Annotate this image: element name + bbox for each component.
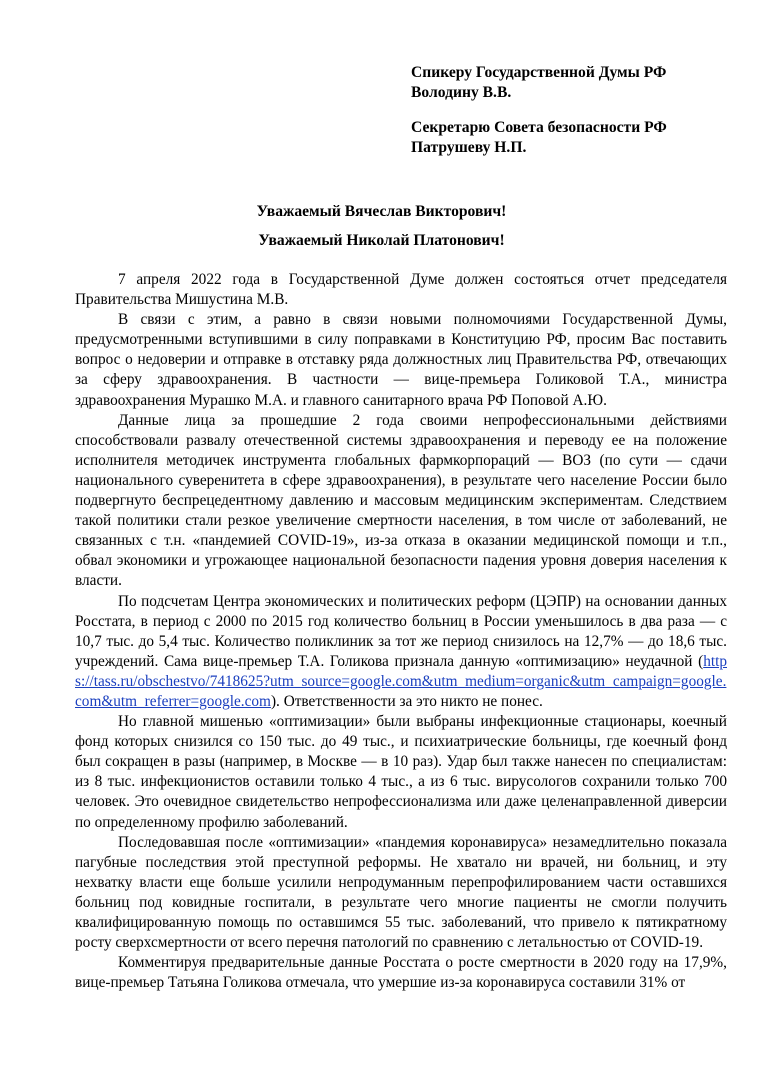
paragraph-1: 7 апреля 2022 года в Государственной Думе должен состояться отчет председателя Правительства Мишустина М.В.: [75, 271, 727, 309]
addressee-2-name: Патрушеву Н.П.: [411, 139, 527, 156]
paragraph-4-tail: ). Ответственности за это никто не понес.: [270, 692, 543, 710]
addressee-1-title: Спикеру Государственной Думы РФ: [411, 64, 667, 81]
paragraph-7: Комментируя предварительные данные Росстата о росте смертности в 2020 году на 17,9%, вице-премьер Татьяна Голикова отмечала, что умершие из-за коронавируса составили 31% от: [75, 954, 727, 992]
paragraph-5: Но главной мишенью «оптимизации» были выбраны инфекционные стационары, коечный фонд которых снизился со 150 тыс. до 49 тыс., и психиатрические больницы, где коечный фонд был сокращен в разы (например, в Москве — в 10 раз). Удар был также нанесен по специалистам: из 8 тыс. инфекционистов оставили только 4 тыс., а из 6 тыс. вирусологов сохранили только 700 человек. Это очевидное свидетельство непрофессионализма или даже целенаправленной диверсии по определенному профилю заболеваний.: [75, 713, 727, 831]
tass-link[interactable]: https://tass.ru/obschestvo/7418625?utm_source=google.com&utm_medium=organic&utm_campaign=google.com&utm_referrer=google.com: [75, 652, 727, 710]
greeting-2: Уважаемый Николай Платонович!: [258, 232, 505, 249]
paragraph-3: Данные лица за прошедшие 2 года своими непрофессиональными действиями способствовали развалу отечественной системы здравоохранения и переводу ее на положение исполнителя методичек инструмента глобальных фармкорпораций — ВОЗ (по сути — сдачи национального суверенитета в сфере здравоохранения), в результате чего население России было подвергнуто беспрецедентному давлению и массовым медицинским экспериментам. Следствием такой политики стали резкое увеличение смертности населения, в том числе от заболеваний, не связанных с т.н. «пандемией COVID-19», из-за отказа в оказании медицинской помощи и т.п., обвал экономики и угрожающее национальной безопасности падения уровня доверия населения к власти.: [75, 411, 727, 590]
paragraph-2: В связи с этим, а равно в связи новыми полномочиями Государственной Думы, предусмотренными вступившими в силу поправками в Конституцию РФ, просим Вас поставить вопрос о недоверии и отправке в отставку ряда должностных лиц Правительства РФ, отвечающих за сферу здравоохранения. В частности — вице-премьера Голиковой Т.А., министра здравоохранения Мурашко М.А. и главного санитарного врача РФ Поповой А.Ю.: [75, 311, 727, 409]
addressee-block: [411, 63, 741, 158]
paragraph-6: Последовавшая после «оптимизации» «пандемия коронавируса» незамедлительно показала пагубные последствия этой преступной реформы. Не хватало ни врачей, ни больниц, и эту нехватку власти еще больше усилили непродуманным перепрофилированием части оставшихся больниц под ковидные госпитали, в результате чего многие пациенты не смогли получить квалифицированную помощь по оставшимся 55 тыс. заболеваний, что привело к пятикратному росту сверхсмертности от всего перечня патологий по сравнению с летальностью от COVID-19.: [75, 833, 727, 952]
paragraph-4: [75, 592, 727, 713]
paragraph-4-text: По подсчетам Центра экономических и политических реформ (ЦЭПР) на основании данных Росстата, в период с 2000 по 2015 год количество больниц в России уменьшилось в два раза — с 10,7 тыс. до 5,4 тыс. Количество поликлиник за тот же период снизилось на 12,7% — до 18,6 тыс. учреждений. Сама вице-премьер Т.А. Голикова признала данную «оптимизацию» неудачной (: [75, 592, 727, 670]
letter-body: [75, 270, 727, 993]
addressee-2-title: Секретарю Совета безопасности РФ: [411, 119, 667, 136]
addressee-1-name: Володину В.В.: [411, 84, 512, 101]
greeting-1: Уважаемый Вячеслав Викторович!: [256, 203, 507, 220]
